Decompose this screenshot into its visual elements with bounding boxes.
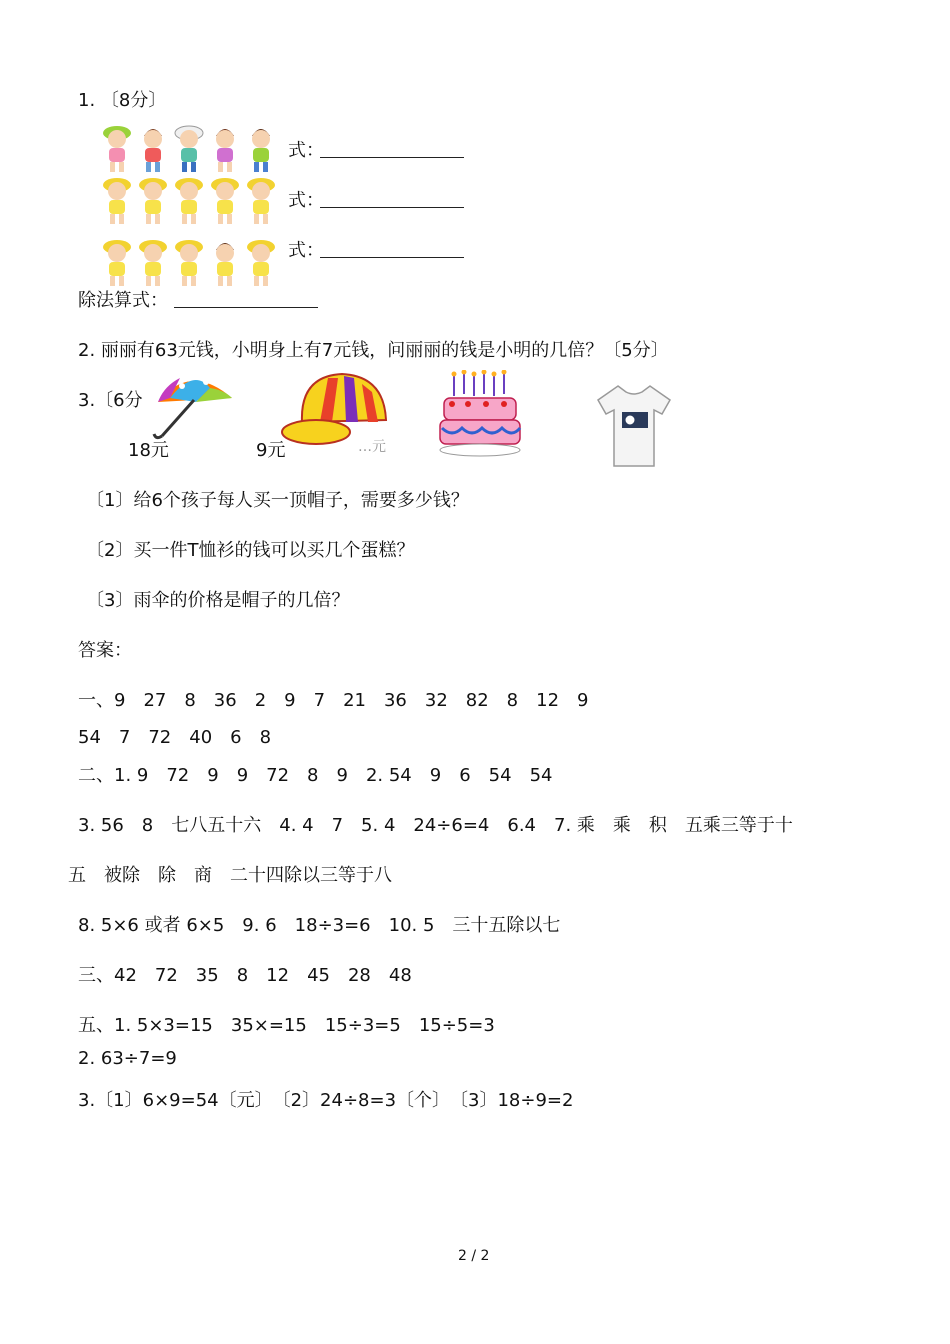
answers-line-5: 五 被除 除 商 二十四除以三等于八: [68, 865, 392, 886]
q1-title: 1. 〔8分〕: [78, 90, 167, 111]
kids-row-2: [100, 174, 290, 226]
q3-sub3: 〔3〕雨伞的价格是帽子的几倍？: [86, 590, 350, 611]
q1-division-blank[interactable]: [174, 287, 318, 308]
kids-row-1-illustration: [100, 122, 290, 174]
answers-line-8: 五、1. 5×3=15 35×=15 15÷3=5 15÷5=3: [78, 1015, 495, 1036]
cap-price-partial: …元: [358, 439, 386, 455]
answers-line-1: 一、9 27 8 36 2 9 7 21 36 32 82 8 12 9: [78, 690, 589, 711]
answers-label: 答案：: [78, 640, 132, 661]
q1-formula-3-label: 式：: [288, 240, 324, 261]
q1-formula-2-label: 式：: [288, 190, 324, 211]
q2-text: 2. 丽丽有63元钱，小明身上有7元钱，问丽丽的钱是小明的几倍？〔5分〕: [78, 340, 669, 361]
answers-line-4: 3. 56 8 七八五十六 4. 4 7 5. 4 24÷6=4 6.4 7. 乘 乘 积 五乘三等于十: [78, 815, 793, 836]
t-shirt-icon: [596, 382, 672, 470]
q1-formula-1-label: 式：: [288, 140, 324, 161]
cap-price: 9元: [256, 440, 286, 461]
kids-row-2-illustration: [100, 174, 290, 226]
answers-line-2: 54 7 72 40 6 8: [78, 727, 272, 748]
q1-formula-1-blank[interactable]: [320, 137, 464, 158]
umbrella-icon: [150, 368, 236, 444]
page-number: 2 / 2: [458, 1248, 490, 1264]
answers-line-3: 二、1. 9 72 9 9 72 8 9 2. 54 9 6 54 54: [78, 765, 553, 786]
cake-icon: [438, 370, 522, 460]
q1-formula-3-blank[interactable]: [320, 237, 464, 258]
q1-formula-2-blank[interactable]: [320, 187, 464, 208]
q3-title: 3.〔6分: [78, 390, 143, 411]
answers-line-9: 2. 63÷7=9: [78, 1048, 177, 1069]
answers-line-10: 3.〔1〕6×9=54〔元〕 〔2〕24÷8=3〔个〕 〔3〕18÷9=2: [78, 1090, 574, 1111]
umbrella-price: 18元: [128, 440, 169, 461]
q3-sub1: 〔1〕给6个孩子每人买一顶帽子，需要多少钱？: [86, 490, 469, 511]
q1-division-label: 除法算式：: [78, 290, 168, 311]
q3-sub2: 〔2〕买一件T恤衫的钱可以买几个蛋糕？: [86, 540, 415, 561]
kids-row-1: [100, 122, 290, 174]
answers-line-6: 8. 5×6 或者 6×5 9. 6 18÷3=6 10. 5 三十五除以七: [78, 915, 561, 936]
kids-row-3-illustration: [100, 236, 290, 288]
kids-row-3: [100, 236, 290, 288]
answers-line-7: 三、42 72 35 8 12 45 28 48: [78, 965, 412, 986]
